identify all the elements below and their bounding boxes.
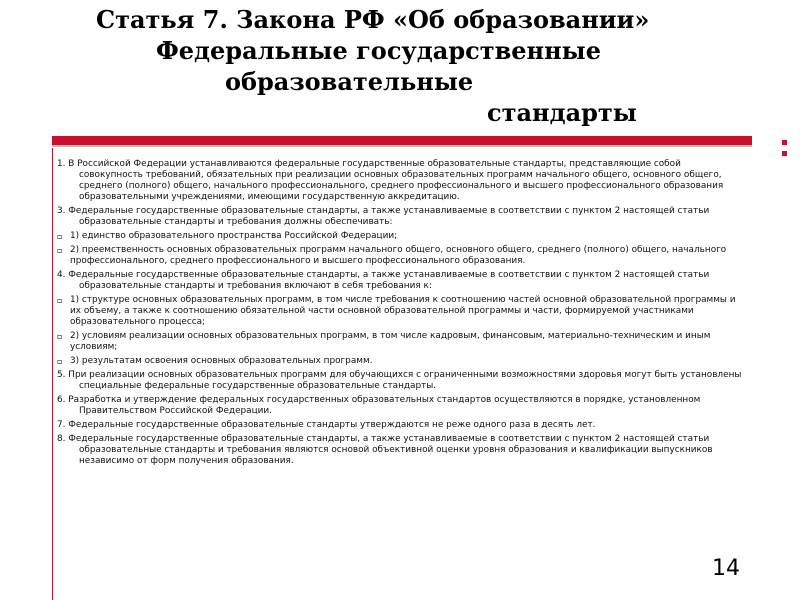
list-item-text: 3) результатам освоения основных образовательных программ. <box>70 356 373 366</box>
title-line-4: стандарты <box>487 98 637 127</box>
decor-square <box>782 140 787 145</box>
list-item-text: 1) единство образовательного пространства Российской Федерации; <box>70 231 398 241</box>
paragraph-5: 5. При реализации основных образовательных программ для обучающихся с ограниченными возможностями здоровья могут быть установлены специальные федеральные государственные образовательные стандарты. <box>57 370 742 391</box>
paragraph-6: 6. Разработка и утверждение федеральных государственных образовательных стандартов осуществляются в порядке, установленном Правительством Российской Федерации. <box>57 395 701 416</box>
paragraph-1: 1. В Российской Федерации устанавливаются федеральные государственные образовательные стандарты, представляющие собой совокупность требований, обязательных при реализации основных образовательных программ начального общего, основного общего, среднего (полного) общего, начального профессионального, среднего профессионального и высшего профессионального образования образовательными учреждениями, имеющими государственную аккредитацию. <box>57 159 724 202</box>
list-item <box>57 245 747 267</box>
title-line-2: Федеральные государственные <box>156 36 602 65</box>
square-bullet-icon: ▫ <box>57 357 63 366</box>
square-bullet-icon: ▫ <box>57 296 63 305</box>
left-accent-line <box>52 148 53 600</box>
page-number: 14 <box>712 556 740 581</box>
title-line-3: образовательные <box>225 67 474 96</box>
article-text <box>57 159 747 470</box>
title-line-1: Статья 7. Закона РФ «Об образовании» <box>96 5 650 34</box>
list-item <box>57 295 747 328</box>
slide-title <box>0 4 800 128</box>
list-item-text: 2) условиям реализации основных образовательных программ, в том числе кадровым, финансовым, материально-техническим и иным условиям; <box>70 331 711 352</box>
paragraph-7: 7. Федеральные государственные образовательные стандарты утверждаются не реже одного раза в десять лет. <box>57 420 596 430</box>
list-item-text: 2) преемственность основных образовательных программ начального общего, основного общего, среднего (полного) общего, начального профессионального, среднего профессионального и высшего профессионального образования. <box>70 245 727 266</box>
decor-square <box>782 151 787 156</box>
divider-red-bar <box>52 136 752 145</box>
list-item-text: 1) структуре основных образовательных программ, в том числе требования к соотношению частей основной образовательной программы и их объему, а также к соотношению обязательной части основной образовательной программы и части, формируемой участниками образовательного процесса; <box>70 295 736 327</box>
corner-squares <box>782 140 794 162</box>
square-bullet-icon: ▫ <box>57 332 63 341</box>
list-item <box>57 331 747 353</box>
title-divider <box>0 134 800 148</box>
list-item <box>57 231 747 242</box>
divider-grey-bar <box>52 145 752 147</box>
paragraph-8: 8. Федеральные государственные образовательные стандарты, а также устанавливаемые в соответствии с пунктом 2 настоящей статьи образовательные стандарты и требования являются основой объективной оценки уровня образования и квалификации выпускников независимо от форм получения образования. <box>57 434 713 466</box>
square-bullet-icon: ▫ <box>57 246 63 255</box>
paragraph-3: 3. Федеральные государственные образовательные стандарты, а также устанавливаемые в соответствии с пунктом 2 настоящей статьи образовательные стандарты и требования должны обеспечивать: <box>57 206 710 227</box>
list-item <box>57 356 747 367</box>
paragraph-4: 4. Федеральные государственные образовательные стандарты, а также устанавливаемые в соответствии с пунктом 2 настоящей статьи образовательные стандарты и требования включают в себя требования к: <box>57 270 710 291</box>
square-bullet-icon: ▫ <box>57 232 63 241</box>
